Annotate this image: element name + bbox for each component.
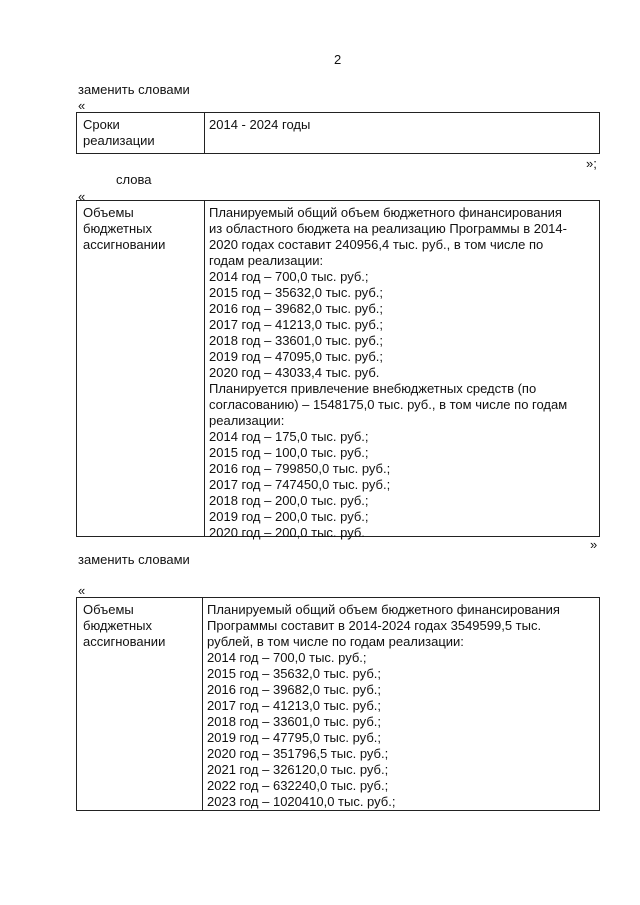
block1-value: 2014 - 2024 годы xyxy=(209,117,311,132)
block3-label-line: ассигновании xyxy=(83,634,166,649)
block3-value-line: 2022 год – 632240,0 тыс. руб.; xyxy=(207,778,389,793)
block2-value-line: 2020 годах составит 240956,4 тыс. руб., в том числе по xyxy=(209,237,544,252)
block2-label-line: ассигновании xyxy=(83,237,166,252)
block1-table xyxy=(76,112,600,154)
block2-label-cell xyxy=(77,201,205,536)
block2-value-line: годам реализации: xyxy=(209,253,324,268)
block3-value-line: рублей, в том числе по годам реализации: xyxy=(207,634,464,649)
block2-value-line: 2020 год – 200,0 тыс. руб. xyxy=(209,525,365,540)
block2-value-line: 2015 год – 100,0 тыс. руб.; xyxy=(209,445,369,460)
block3-value-line: 2023 год – 1020410,0 тыс. руб.; xyxy=(207,794,396,809)
block1-value-cell xyxy=(205,113,599,153)
block3-label-line: Объемы xyxy=(83,602,134,617)
block2-value-line: 2019 год – 200,0 тыс. руб.; xyxy=(209,509,369,524)
block2-value-line: 2014 год – 700,0 тыс. руб.; xyxy=(209,269,369,284)
block2-value-line: Планируется привлечение внебюджетных средств (по xyxy=(209,381,537,396)
block2-value-line: Планируемый общий объем бюджетного финансирования xyxy=(209,205,562,220)
block3-open-quote: « xyxy=(78,583,86,598)
block2-value-line: 2017 год – 747450,0 тыс. руб.; xyxy=(209,477,391,492)
block2-table xyxy=(76,200,600,540)
block2-value-line: 2016 год – 39682,0 тыс. руб.; xyxy=(209,301,383,316)
block3-value-cell xyxy=(203,598,599,810)
block1-label-line: реализации xyxy=(83,133,155,148)
block3-value-line: 2016 год – 39682,0 тыс. руб.; xyxy=(207,682,381,697)
block1-open-quote: « xyxy=(78,98,86,113)
block2-open-quote: « xyxy=(78,189,86,204)
block2-heading: слова xyxy=(116,172,152,187)
block3-value-line: 2021 год – 326120,0 тыс. руб.; xyxy=(207,762,389,777)
block3-heading: заменить словами xyxy=(78,552,190,567)
block3-value-line: 2020 год – 351796,5 тыс. руб.; xyxy=(207,746,389,761)
block2-label-line: Объемы xyxy=(83,205,134,220)
block3-value-line: 2017 год – 41213,0 тыс. руб.; xyxy=(207,698,381,713)
block1-heading: заменить словами xyxy=(78,82,190,97)
block2-value-line: 2019 год – 47095,0 тыс. руб.; xyxy=(209,349,383,364)
block1-label-line: Сроки xyxy=(83,117,120,132)
block1-close-quote: »; xyxy=(586,156,597,171)
block1-label-cell xyxy=(77,113,205,153)
block2-value-cell xyxy=(205,201,599,540)
block3-value-line: 2018 год – 33601,0 тыс. руб.; xyxy=(207,714,381,729)
block2-value-line: 2018 год – 33601,0 тыс. руб.; xyxy=(209,333,383,348)
block2-value-line: реализации: xyxy=(209,413,285,428)
block2-label-line: бюджетных xyxy=(83,221,152,236)
block2-value-line: 2016 год – 799850,0 тыс. руб.; xyxy=(209,461,391,476)
block2-value-line: 2020 год – 43033,4 тыс. руб. xyxy=(209,365,380,380)
block2-value-line: 2017 год – 41213,0 тыс. руб.; xyxy=(209,317,383,332)
block3-table xyxy=(76,597,600,811)
block2-value-line: 2015 год – 35632,0 тыс. руб.; xyxy=(209,285,383,300)
block2-value-line: 2018 год – 200,0 тыс. руб.; xyxy=(209,493,369,508)
block3-value-line: Планируемый общий объем бюджетного финансирования xyxy=(207,602,560,617)
block3-value-line: 2015 год – 35632,0 тыс. руб.; xyxy=(207,666,381,681)
page-number: 2 xyxy=(334,52,342,67)
block3-value-line: 2019 год – 47795,0 тыс. руб.; xyxy=(207,730,381,745)
block2-value-line: из областного бюджета на реализацию Программы в 2014- xyxy=(209,221,567,236)
block3-value-line: 2014 год – 700,0 тыс. руб.; xyxy=(207,650,367,665)
block3-value-line: Программы составит в 2014-2024 годах 3549599,5 тыс. xyxy=(207,618,542,633)
block3-label-line: бюджетных xyxy=(83,618,152,633)
block2-close-quote: » xyxy=(590,537,598,552)
block3-label-cell xyxy=(77,598,203,810)
block2-value-line: согласованию) – 1548175,0 тыс. руб., в том числе по годам xyxy=(209,397,568,412)
block2-value-line: 2014 год – 175,0 тыс. руб.; xyxy=(209,429,369,444)
